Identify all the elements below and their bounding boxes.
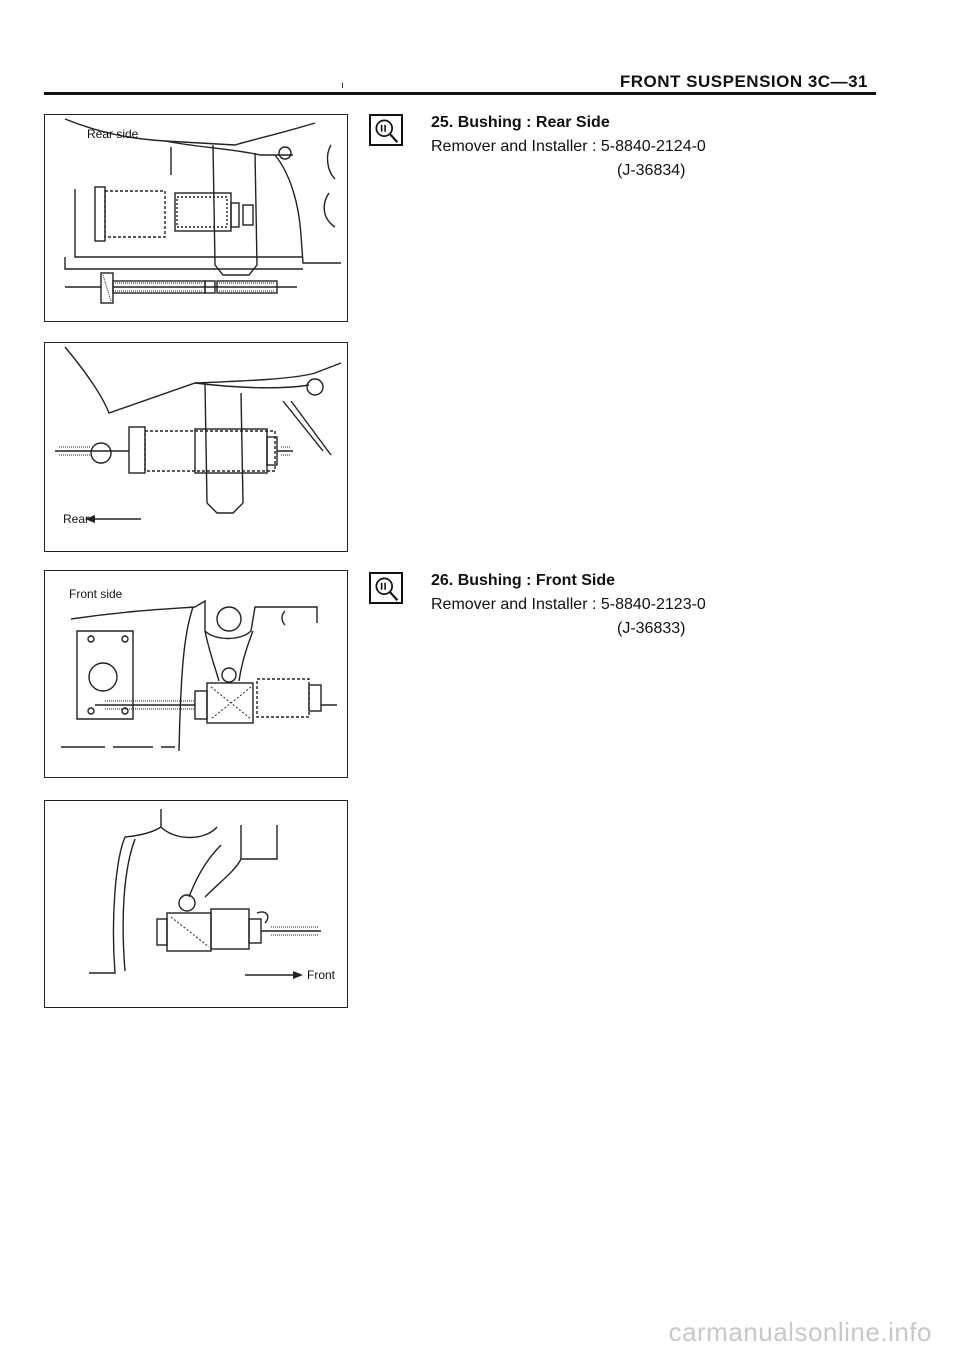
step-26-title: 26. Bushing : Front Side <box>431 572 616 589</box>
figure-label-rear-side: Rear side <box>87 127 139 141</box>
special-tool-icon <box>369 572 403 604</box>
rear-bushing-install-diagram <box>45 343 347 551</box>
header-rule <box>44 92 876 95</box>
figure-front-bushing-install <box>44 800 348 1008</box>
step-25-tool-number: Remover and Installer : 5-8840-2124-0 <box>431 138 706 155</box>
header-mark: ı <box>341 80 344 91</box>
step-26-tool-alt-number: (J-36833) <box>617 620 686 637</box>
figure-rear-side-removal <box>44 114 348 322</box>
figure-label-front: Front <box>307 968 336 982</box>
step-26-tool-number: Remover and Installer : 5-8840-2123-0 <box>431 596 706 613</box>
watermark: carmanualsonline.info <box>668 1317 932 1347</box>
figure-label-front-side: Front side <box>69 587 123 601</box>
front-side-bushing-diagram <box>45 571 347 777</box>
step-26-front-bushing <box>369 572 889 652</box>
special-tool-icon <box>369 114 403 146</box>
figure-label-rear: Rear <box>63 512 90 526</box>
step-25-title: 25. Bushing : Rear Side <box>431 114 610 131</box>
figure-front-side-removal <box>44 570 348 778</box>
step-25-rear-bushing <box>369 114 889 194</box>
page-header-title: FRONT SUSPENSION 3C—31 <box>619 72 868 91</box>
front-bushing-install-diagram <box>45 801 347 1007</box>
figure-rear-bushing-install <box>44 342 348 552</box>
rear-side-bushing-diagram <box>45 115 347 321</box>
step-25-tool-alt-number: (J-36834) <box>617 162 686 179</box>
